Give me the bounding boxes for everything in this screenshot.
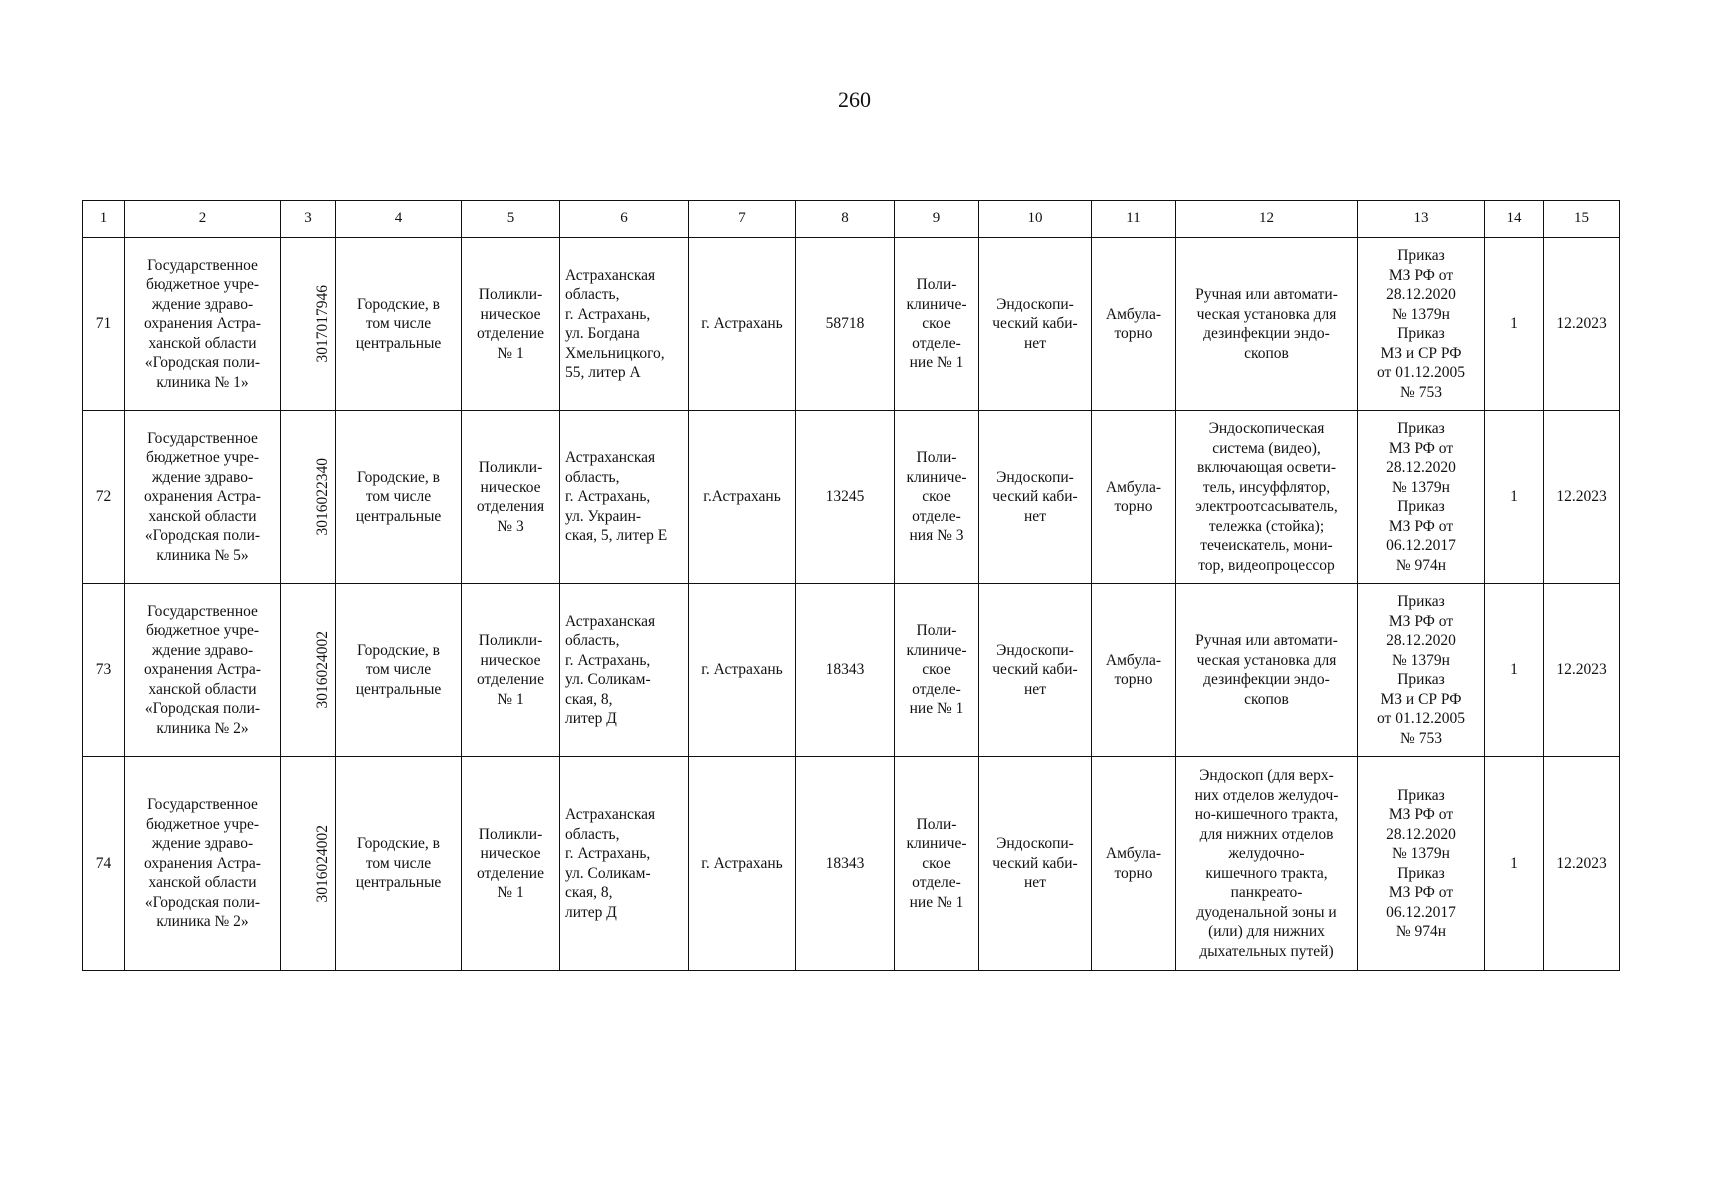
equipment-cell [1176,238,1358,411]
col-header: 15 [1544,201,1620,238]
settlement-type-cell [336,757,462,971]
equipment-line: ческая установка для [1196,651,1337,669]
organization-line: клиника № 2» [156,913,249,931]
date-cell: 12.2023 [1544,411,1620,584]
care-mode-line: Амбула- [1105,845,1162,862]
department-line: отделе- [912,874,961,892]
inn-text: 3017017946 [314,285,331,363]
settlement-type-line: центральные [355,507,442,525]
settlement-type-line: том числе [365,315,432,333]
order-line: МЗ РФ от [1388,612,1454,630]
care-mode-line: торно [1114,498,1153,515]
order-line: 28.12.2020 [1386,825,1456,843]
department-cell [895,411,979,584]
equipment-line: дуоденальной зоны и [1196,903,1337,921]
care-mode-cell [1092,757,1176,971]
inn-cell [281,238,336,411]
settlement-type-line: Городские, в [357,468,440,486]
care-mode-line: торно [1114,325,1153,342]
address-line: ская, 5, литер Е [565,527,668,545]
col-header: 2 [125,201,281,238]
table-row [83,411,1620,584]
care-mode-cell [1092,584,1176,757]
col-header: 1 [83,201,125,238]
settlement-type-cell [336,238,462,411]
room-line: нет [1024,680,1046,698]
inn-cell [281,584,336,757]
settlement-type-line: Городские, в [357,641,440,659]
equipment-line: тор, видеопроцессор [1198,556,1335,574]
room-line: нет [1024,507,1046,525]
order-line: МЗ РФ от [1388,806,1454,823]
unit-line: отделение [477,671,544,688]
table-body [83,238,1620,971]
equipment-line: скопов [1244,690,1289,708]
date-cell: 12.2023 [1544,757,1620,971]
department-line: ское [922,315,951,333]
address-line: литер Д [565,903,617,921]
room-line: Эндоскопи- [996,295,1074,313]
order-line: Приказ [1397,498,1445,515]
col-header: 11 [1092,201,1176,238]
department-line: ское [922,854,951,872]
unit-line: № 1 [497,690,524,708]
settlement-type-cell [336,584,462,757]
room-line: Эндоскопи- [996,835,1074,853]
organization-line: бюджетное учре- [145,449,260,467]
population-cell: 18343 [796,757,895,971]
address-line: область, [565,825,620,843]
address-line: ская, 8, [565,884,613,901]
address-line: область, [565,468,620,486]
room-line: ческий каби- [992,488,1078,506]
equipment-line: Ручная или автомати- [1195,286,1338,303]
organization-line: бюджетное учре- [145,815,260,833]
care-mode-cell [1092,238,1176,411]
address-line: ская, 8, [565,690,613,708]
equipment-line: дыхательных путей) [1199,942,1334,960]
care-mode-line: Амбула- [1105,651,1162,669]
quantity-cell: 1 [1485,584,1544,757]
order-line: Приказ [1397,671,1445,688]
city-cell: г. Астрахань [689,757,796,971]
quantity-cell: 1 [1485,757,1544,971]
col-header: 6 [560,201,689,238]
order-cell [1358,411,1485,584]
col-header: 3 [281,201,336,238]
unit-line: Поликли- [478,632,543,649]
header-row [83,201,1620,238]
unit-line: ническое [480,845,541,862]
order-cell [1358,238,1485,411]
address-line: ул. Украин- [565,507,642,525]
unit-cell [462,411,560,584]
col-header: 10 [979,201,1092,238]
col-header: 14 [1485,201,1544,238]
page-number: 260 [838,87,871,112]
address-line: Хмельницкого, [565,344,665,362]
equipment-line: ческая установка для [1196,305,1337,323]
city-cell: г. Астрахань [689,584,796,757]
address-cell [560,411,689,584]
order-line: МЗ и СР РФ [1380,344,1462,362]
address-line: ул. Соликам- [565,864,651,882]
organization-cell [125,584,281,757]
organization-line: Государственное [147,429,258,447]
department-line: Поли- [916,449,957,467]
order-line: № 1379н [1392,651,1450,669]
inn-text: 3016024002 [314,824,331,903]
order-line: от 01.12.2005 [1377,710,1465,727]
unit-line: Поликли- [478,459,543,476]
date-cell: 12.2023 [1544,238,1620,411]
order-line: 28.12.2020 [1386,459,1456,476]
organization-line: охранения Астра- [144,315,261,333]
col-header: 8 [796,201,895,238]
order-line: № 974н [1395,556,1447,574]
organization-line: ханской области [148,874,257,892]
address-line: г. Астрахань, [565,845,651,862]
department-line: ние № 1 [909,700,964,718]
care-mode-line: торно [1114,671,1153,688]
col-header: 9 [895,201,979,238]
order-line: МЗ РФ от [1388,439,1454,457]
address-line: Астраханская [565,266,656,284]
department-line: отделе- [912,507,961,525]
order-line: № 753 [1400,729,1442,747]
order-line: № 1379н [1392,305,1450,323]
unit-line: отделения [476,498,545,515]
inn-text: 3016024002 [314,631,331,709]
unit-cell [462,238,560,411]
department-line: клиниче- [906,295,967,313]
equipment-line: кишечного тракта, [1205,864,1328,882]
department-line: Поли- [916,815,957,833]
equipment-line: скопов [1244,344,1289,362]
col-header: 4 [336,201,462,238]
department-cell [895,238,979,411]
address-line: Астраханская [565,449,656,467]
order-line: № 753 [1400,383,1442,401]
order-cell [1358,757,1485,971]
inn-cell [281,411,336,584]
equipment-line: (или) для нижних [1208,923,1325,940]
order-line: МЗ РФ от [1388,517,1454,535]
department-line: ское [922,488,951,506]
room-cell [979,238,1092,411]
care-mode-line: Амбула- [1105,305,1162,323]
order-line: 28.12.2020 [1386,286,1456,303]
address-line: ул. Соликам- [565,671,651,688]
care-mode-line: Амбула- [1105,478,1162,496]
settlement-type-cell [336,411,462,584]
address-cell [560,584,689,757]
order-line: Приказ [1397,420,1445,437]
equipment-line: Эндоскопическая [1208,420,1325,437]
settlement-type-line: центральные [355,680,442,698]
organization-cell [125,757,281,971]
table-row [83,238,1620,411]
equipment-table [82,200,1620,971]
address-line: Астраханская [565,612,656,630]
equipment-line: электроотсасыватель, [1195,498,1338,515]
order-line: 06.12.2017 [1386,537,1456,554]
organization-line: ханской области [148,507,257,525]
unit-line: № 3 [497,517,524,535]
address-line: область, [565,632,620,649]
order-line: № 974н [1395,923,1447,940]
table-row [83,584,1620,757]
organization-line: ждение здраво- [151,641,254,659]
unit-cell [462,757,560,971]
department-line: ское [922,661,951,679]
equipment-line: но-кишечного тракта, [1194,806,1339,823]
settlement-type-line: Городские, в [357,835,440,853]
organization-line: ждение здраво- [151,468,254,486]
col-header: 12 [1176,201,1358,238]
unit-line: отделение [477,864,544,882]
settlement-type-line: центральные [355,874,442,892]
department-line: отделе- [912,680,961,698]
order-line: № 1379н [1392,845,1450,862]
order-line: Приказ [1397,864,1445,882]
order-line: Приказ [1397,247,1445,264]
unit-line: отделение [477,325,544,342]
equipment-line: тель, инсуффлятор, [1202,478,1331,496]
unit-cell [462,584,560,757]
equipment-line: Ручная или автомати- [1195,632,1338,649]
organization-line: охранения Астра- [144,854,261,872]
order-line: 28.12.2020 [1386,632,1456,649]
unit-line: ническое [480,651,541,669]
inn-text: 3016022340 [314,458,331,536]
organization-line: ждение здраво- [151,835,254,853]
organization-line: охранения Астра- [144,488,261,506]
equipment-line: включающая освети- [1196,459,1336,476]
address-line: литер Д [565,710,617,727]
unit-line: № 1 [497,344,524,362]
settlement-type-line: том числе [365,488,432,506]
settlement-type-line: Городские, в [357,295,440,313]
inn-cell [281,757,336,971]
equipment-line: тележка (стойка); [1208,517,1325,535]
unit-line: ническое [480,305,541,323]
city-cell: г. Астрахань [689,238,796,411]
order-line: МЗ РФ от [1388,884,1454,901]
population-cell: 58718 [796,238,895,411]
room-cell [979,757,1092,971]
population-cell: 13245 [796,411,895,584]
care-mode-line: торно [1114,864,1153,882]
address-line: 55, литер А [565,364,641,381]
address-line: г. Астрахань, [565,488,651,506]
table-row [83,757,1620,971]
room-line: нет [1024,334,1046,352]
quantity-cell: 1 [1485,238,1544,411]
order-line: 06.12.2017 [1386,903,1456,921]
row-number-cell: 74 [83,757,125,971]
room-line: ческий каби- [992,854,1078,872]
room-line: Эндоскопи- [996,641,1074,659]
room-line: ческий каби- [992,661,1078,679]
equipment-line: для нижних отделов [1199,825,1334,843]
organization-line: ждение здраво- [151,295,254,313]
equipment-line: течеискатель, мони- [1200,537,1333,554]
equipment-line: панкреато- [1230,884,1303,901]
care-mode-cell [1092,411,1176,584]
address-cell [560,238,689,411]
room-line: Эндоскопи- [996,468,1074,486]
room-line: ческий каби- [992,315,1078,333]
department-cell [895,584,979,757]
department-line: ние № 1 [909,354,964,372]
organization-line: Государственное [147,796,258,814]
equipment-line: Эндоскоп (для верх- [1199,767,1334,784]
organization-cell [125,238,281,411]
equipment-cell [1176,584,1358,757]
address-line: Астраханская [565,806,656,823]
department-line: Поли- [916,276,957,294]
organization-line: клиника № 5» [156,546,249,564]
organization-line: «Городская поли- [144,354,261,372]
order-line: от 01.12.2005 [1377,364,1465,381]
col-header: 5 [462,201,560,238]
address-line: область, [565,286,620,303]
organization-line: клиника № 2» [156,719,249,737]
room-line: нет [1024,874,1046,892]
col-header: 13 [1358,201,1485,238]
order-line: МЗ и СР РФ [1380,690,1462,708]
address-line: г. Астрахань, [565,651,651,669]
organization-line: ханской области [148,334,257,352]
equipment-line: дезинфекции эндо- [1203,325,1330,342]
order-line: № 1379н [1392,478,1450,496]
settlement-type-line: центральные [355,334,442,352]
equipment-line: них отделов желудоч- [1194,786,1339,804]
department-line: ние № 1 [909,893,964,911]
room-cell [979,584,1092,757]
order-cell [1358,584,1485,757]
order-line: Приказ [1397,593,1445,610]
unit-line: № 1 [497,884,524,901]
department-line: клиниче- [906,835,967,853]
unit-line: Поликли- [478,825,543,843]
col-header: 7 [689,201,796,238]
row-number-cell: 72 [83,411,125,584]
department-line: клиниче- [906,641,967,659]
equipment-line: система (видео), [1212,439,1321,457]
organization-line: «Городская поли- [144,700,261,718]
date-cell: 12.2023 [1544,584,1620,757]
organization-line: бюджетное учре- [145,276,260,294]
organization-line: «Городская поли- [144,527,261,545]
department-line: клиниче- [906,468,967,486]
organization-line: бюджетное учре- [145,622,260,640]
organization-line: Государственное [147,256,258,274]
organization-line: «Городская поли- [144,893,261,911]
department-line: отделе- [912,334,961,352]
row-number-cell: 71 [83,238,125,411]
room-cell [979,411,1092,584]
city-cell: г.Астрахань [689,411,796,584]
settlement-type-line: том числе [365,661,432,679]
equipment-cell [1176,411,1358,584]
organization-line: охранения Астра- [144,661,261,679]
organization-cell [125,411,281,584]
organization-line: клиника № 1» [156,373,249,391]
settlement-type-line: том числе [365,854,432,872]
equipment-line: желудочно- [1228,845,1305,862]
order-line: Приказ [1397,325,1445,342]
row-number-cell: 73 [83,584,125,757]
equipment-cell [1176,757,1358,971]
department-cell [895,757,979,971]
equipment-line: дезинфекции эндо- [1203,671,1330,688]
address-cell [560,757,689,971]
department-line: Поли- [916,622,957,640]
address-line: ул. Богдана [565,325,640,342]
department-line: ния № 3 [909,527,964,545]
order-line: Приказ [1397,786,1445,804]
quantity-cell: 1 [1485,411,1544,584]
order-line: МЗ РФ от [1388,266,1454,284]
organization-line: ханской области [148,680,257,698]
organization-line: Государственное [147,602,258,620]
unit-line: ническое [480,478,541,496]
unit-line: Поликли- [478,286,543,303]
population-cell: 18343 [796,584,895,757]
address-line: г. Астрахань, [565,305,651,323]
